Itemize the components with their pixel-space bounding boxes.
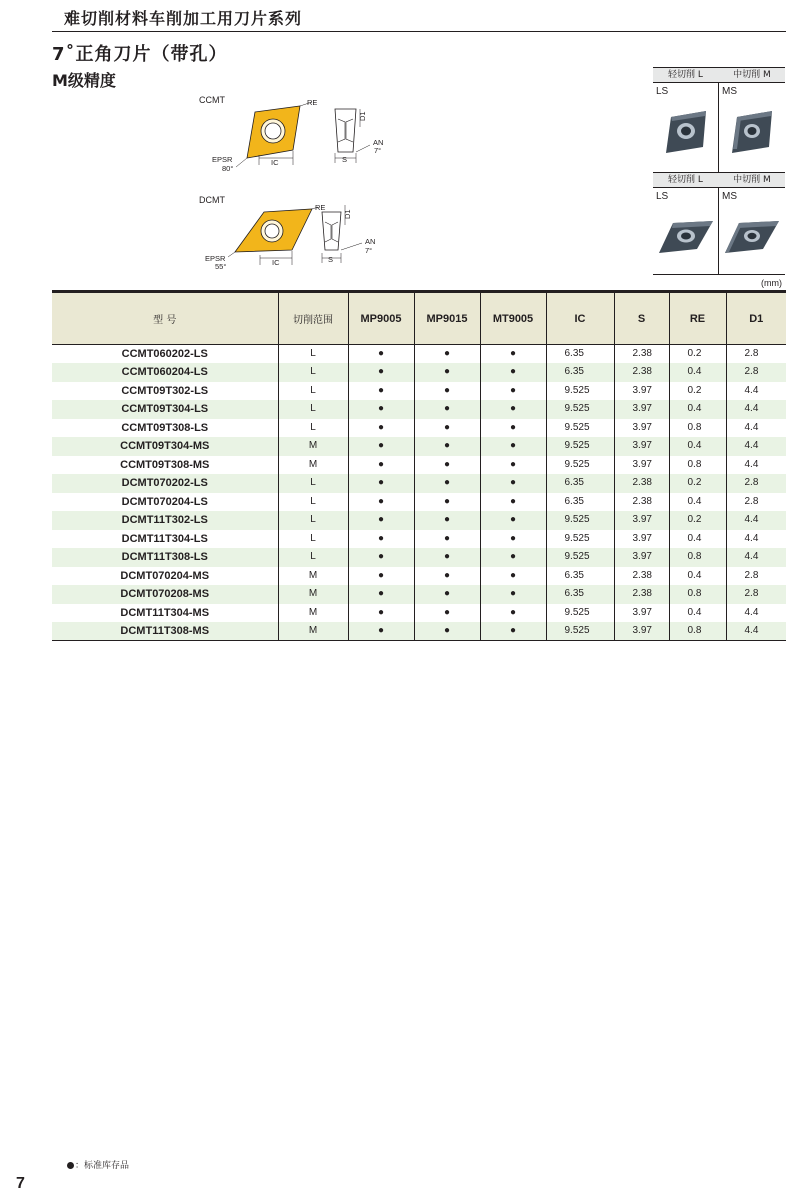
cell-g3: ● — [480, 400, 546, 419]
cell-re: 0.4 — [669, 437, 726, 456]
cell-g2: ● — [414, 585, 480, 604]
cell-ic: 9.525 — [546, 400, 614, 419]
cell-g2: ● — [414, 474, 480, 493]
cell-range: L — [278, 419, 348, 438]
cell-ic: 6.35 — [546, 363, 614, 382]
cell-range: L — [278, 382, 348, 401]
cell-re: 0.8 — [669, 456, 726, 475]
stock-legend — [67, 1158, 129, 1171]
cell-d1: 4.4 — [726, 511, 786, 530]
cell-range: L — [278, 530, 348, 549]
cell-re: 0.8 — [669, 622, 726, 641]
cell-s: 3.97 — [614, 622, 669, 641]
cell-range: M — [278, 585, 348, 604]
cell-range: L — [278, 548, 348, 567]
unit-label: (mm) — [761, 278, 782, 288]
cell-ic: 9.525 — [546, 622, 614, 641]
cell-d1: 2.8 — [726, 345, 786, 364]
cell-s: 3.97 — [614, 530, 669, 549]
cell-g3: ● — [480, 382, 546, 401]
cell-g2: ● — [414, 530, 480, 549]
table-row — [52, 622, 786, 641]
cell-g1: ● — [348, 363, 414, 382]
cell-re: 0.4 — [669, 400, 726, 419]
cell-d1: 4.4 — [726, 400, 786, 419]
col-header-mp9015: MP9015 — [414, 292, 480, 345]
table-row — [52, 456, 786, 475]
cell-range: M — [278, 567, 348, 586]
cell-s: 3.97 — [614, 548, 669, 567]
chip-light-header-1: 轻切削 L — [668, 70, 703, 80]
cell-s: 2.38 — [614, 493, 669, 512]
col-header-range: 切削范围 — [278, 292, 348, 345]
table-row — [52, 382, 786, 401]
cell-s: 3.97 — [614, 419, 669, 438]
cell-d1: 4.4 — [726, 419, 786, 438]
table-row — [52, 493, 786, 512]
cell-model: CCMT09T304-LS — [121, 403, 209, 416]
page-header — [52, 4, 786, 32]
cell-d1: 4.4 — [726, 622, 786, 641]
dcmt-side-view — [322, 205, 375, 264]
table-row — [52, 363, 786, 382]
table-body — [52, 345, 786, 641]
cell-g1: ● — [348, 604, 414, 623]
cell-model: CCMT060202-LS — [121, 348, 208, 360]
cell-g2: ● — [414, 567, 480, 586]
cell-range: L — [278, 400, 348, 419]
col-header-model: 型 号 — [52, 292, 278, 345]
ccmt-epsr-label: EPSR — [212, 155, 233, 164]
cell-g3: ● — [480, 511, 546, 530]
chip-code-ls-2: LS — [656, 191, 669, 202]
ccmt-hole-inner — [265, 123, 281, 139]
cell-s: 2.38 — [614, 345, 669, 364]
cell-model: CCMT09T308-LS — [121, 421, 209, 434]
cell-g3: ● — [480, 474, 546, 493]
dcmt-diagram — [200, 195, 400, 280]
cell-d1: 4.4 — [726, 548, 786, 567]
cell-ic: 9.525 — [546, 548, 614, 567]
cell-s: 3.97 — [614, 400, 669, 419]
cell-g2: ● — [414, 493, 480, 512]
chipbreaker-header-row-2 — [653, 172, 785, 188]
cell-g2: ● — [414, 419, 480, 438]
cell-g2: ● — [414, 382, 480, 401]
table-row — [52, 345, 786, 364]
cell-re: 0.8 — [669, 585, 726, 604]
cell-g1: ● — [348, 474, 414, 493]
chipbreaker-bottom-line — [653, 274, 785, 275]
stock-dot-icon — [67, 1162, 74, 1169]
cell-g3: ● — [480, 548, 546, 567]
page-number: 7 — [16, 1175, 25, 1192]
cell-model: DCMT11T308-LS — [121, 551, 208, 564]
cell-g3: ● — [480, 437, 546, 456]
cell-ic: 6.35 — [546, 493, 614, 512]
cell-g3: ● — [480, 567, 546, 586]
chipbreaker-header-row-1 — [653, 67, 785, 83]
cell-g1: ● — [348, 530, 414, 549]
dcmt-ls-insert-photo — [657, 217, 715, 257]
cell-range: L — [278, 493, 348, 512]
cell-model: CCMT09T302-LS — [121, 384, 209, 397]
table-row — [52, 419, 786, 438]
cell-s: 2.38 — [614, 585, 669, 604]
cell-model: DCMT11T304-LS — [121, 532, 208, 545]
cell-g1: ● — [348, 419, 414, 438]
dcmt-ic-label: IC — [272, 258, 280, 267]
cell-g3: ● — [480, 585, 546, 604]
cell-g1: ● — [348, 345, 414, 364]
cell-d1: 4.4 — [726, 382, 786, 401]
cell-d1: 4.4 — [726, 456, 786, 475]
cell-g2: ● — [414, 456, 480, 475]
ccmt-diagram — [200, 95, 400, 180]
chip-medium-header-1: 中切削 M — [733, 70, 771, 80]
cell-g2: ● — [414, 363, 480, 382]
dcmt-d1-label: D1 — [343, 209, 352, 219]
dcmt-ms-insert-photo — [723, 217, 781, 257]
table-row — [52, 400, 786, 419]
cell-re: 0.2 — [669, 511, 726, 530]
cell-s: 2.38 — [614, 474, 669, 493]
ccmt-top-view — [212, 98, 317, 173]
col-header-mt9005: MT9005 — [480, 292, 546, 345]
cell-ic: 9.525 — [546, 419, 614, 438]
section-subtitle: M级精度 — [52, 71, 116, 90]
cell-s: 3.97 — [614, 382, 669, 401]
table-row — [52, 567, 786, 586]
cell-d1: 2.8 — [726, 567, 786, 586]
col-header-s: S — [614, 292, 669, 345]
dcmt-an-label: AN — [365, 237, 376, 246]
chip-code-ls-1: LS — [656, 86, 669, 97]
col-header-mp9005: MP9005 — [348, 292, 414, 345]
table-row — [52, 604, 786, 623]
cell-s: 3.97 — [614, 437, 669, 456]
chip-medium-header-2: 中切削 M — [733, 175, 771, 185]
table-row — [52, 530, 786, 549]
cell-re: 0.2 — [669, 345, 726, 364]
cell-model: DCMT11T304-MS — [120, 606, 210, 619]
cell-g2: ● — [414, 622, 480, 641]
cell-re: 0.4 — [669, 530, 726, 549]
cell-g2: ● — [414, 511, 480, 530]
col-header-re: RE — [669, 292, 726, 345]
ccmt-ic-label: IC — [271, 158, 279, 167]
cell-g3: ● — [480, 493, 546, 512]
ccmt-label: CCMT — [199, 95, 225, 105]
cell-model: DCMT070208-MS — [120, 588, 210, 601]
cell-ic: 9.525 — [546, 511, 614, 530]
cell-g2: ● — [414, 400, 480, 419]
table-header-row — [52, 292, 786, 345]
cell-g1: ● — [348, 511, 414, 530]
cell-d1: 2.8 — [726, 474, 786, 493]
cell-g3: ● — [480, 456, 546, 475]
cell-s: 3.97 — [614, 604, 669, 623]
dcmt-epsr-label: EPSR — [205, 254, 226, 263]
dcmt-hole-inner — [265, 224, 279, 238]
cell-ic: 6.35 — [546, 585, 614, 604]
dcmt-s-label: S — [328, 255, 334, 264]
cell-g1: ● — [348, 585, 414, 604]
col-header-d1: D1 — [726, 292, 786, 345]
table-row — [52, 437, 786, 456]
chip-code-ms-1: MS — [722, 86, 737, 97]
ccmt-ms-insert-photo — [727, 107, 779, 157]
chipbreaker-panel — [653, 67, 785, 276]
cell-d1: 4.4 — [726, 437, 786, 456]
cell-g1: ● — [348, 622, 414, 641]
cell-model: DCMT11T302-LS — [121, 514, 208, 527]
cell-model: DCMT070204-LS — [121, 495, 208, 508]
cell-g1: ● — [348, 456, 414, 475]
cell-g3: ● — [480, 622, 546, 641]
col-header-ic: IC — [546, 292, 614, 345]
cell-ic: 6.35 — [546, 345, 614, 364]
cell-range: M — [278, 604, 348, 623]
cell-s: 2.38 — [614, 363, 669, 382]
chip-code-ms-2: MS — [722, 191, 737, 202]
cell-g1: ● — [348, 567, 414, 586]
cell-g1: ● — [348, 493, 414, 512]
cell-re: 0.4 — [669, 604, 726, 623]
cell-ic: 9.525 — [546, 604, 614, 623]
cell-re: 0.2 — [669, 382, 726, 401]
ccmt-angle-label: 7° — [374, 146, 382, 155]
cell-ic: 9.525 — [546, 382, 614, 401]
cell-g1: ● — [348, 400, 414, 419]
cell-g1: ● — [348, 382, 414, 401]
cell-ic: 6.35 — [546, 474, 614, 493]
cell-d1: 2.8 — [726, 493, 786, 512]
cell-g2: ● — [414, 345, 480, 364]
chip-light-header-2: 轻切削 L — [668, 175, 703, 185]
cell-model: DCMT070202-LS — [121, 477, 208, 490]
cell-re: 0.8 — [669, 548, 726, 567]
cell-range: M — [278, 622, 348, 641]
cell-ic: 6.35 — [546, 567, 614, 586]
ccmt-epsr-value: 80° — [222, 164, 234, 173]
ccmt-d1-label: D1 — [358, 111, 367, 121]
dcmt-epsr-value: 55° — [215, 262, 227, 271]
cell-ic: 9.525 — [546, 437, 614, 456]
cell-g3: ● — [480, 345, 546, 364]
cell-re: 0.8 — [669, 419, 726, 438]
cell-re: 0.2 — [669, 474, 726, 493]
cell-g2: ● — [414, 437, 480, 456]
stock-legend-text: ：标准库存品 — [75, 1161, 130, 1171]
dcmt-label: DCMT — [199, 195, 225, 205]
ccmt-re-label: RE — [307, 98, 318, 107]
cell-s: 3.97 — [614, 511, 669, 530]
insert-spec-table — [52, 290, 786, 641]
page-header-title: 难切削材料车削加工用刀片系列 — [64, 9, 303, 28]
cell-g1: ● — [348, 548, 414, 567]
cell-model: CCMT09T304-MS — [120, 440, 210, 453]
table-row — [52, 511, 786, 530]
ccmt-an-label: AN — [373, 138, 384, 147]
cell-model: DCMT11T308-MS — [52, 622, 278, 641]
cell-ic: 9.525 — [546, 530, 614, 549]
cell-re: 0.4 — [669, 567, 726, 586]
dcmt-angle-label: 7° — [365, 246, 373, 255]
cell-range: L — [278, 511, 348, 530]
cell-re: 0.4 — [669, 493, 726, 512]
cell-s: 3.97 — [614, 456, 669, 475]
table-row — [52, 585, 786, 604]
cell-d1: 4.4 — [726, 530, 786, 549]
cell-d1: 2.8 — [726, 363, 786, 382]
cell-g3: ● — [480, 363, 546, 382]
cell-range: M — [278, 437, 348, 456]
table-row — [52, 474, 786, 493]
section-title: 7˚正角刀片（带孔） — [52, 44, 228, 65]
cell-g2: ● — [414, 548, 480, 567]
cell-model: CCMT09T308-MS — [120, 458, 210, 471]
dcmt-top-view — [205, 203, 325, 271]
cell-g2: ● — [414, 604, 480, 623]
cell-range: L — [278, 363, 348, 382]
cell-g3: ● — [480, 530, 546, 549]
ccmt-s-label: S — [342, 155, 348, 164]
cell-range: L — [278, 345, 348, 364]
cell-ic: 9.525 — [546, 456, 614, 475]
dcmt-re-label: RE — [315, 203, 326, 212]
cell-g3: ● — [480, 604, 546, 623]
cell-s: 2.38 — [614, 567, 669, 586]
cell-range: M — [278, 456, 348, 475]
ccmt-ls-insert-photo — [661, 107, 713, 157]
cell-g3: ● — [480, 419, 546, 438]
chipbreaker-divider — [718, 67, 719, 275]
cell-g1: ● — [348, 437, 414, 456]
cell-range: L — [278, 474, 348, 493]
cell-re: 0.4 — [669, 363, 726, 382]
cell-model: DCMT070204-MS — [120, 569, 210, 582]
ccmt-side-view — [335, 109, 383, 164]
table-row — [52, 548, 786, 567]
cell-model: CCMT060204-LS — [121, 366, 208, 379]
cell-d1: 2.8 — [726, 585, 786, 604]
cell-d1: 4.4 — [726, 604, 786, 623]
